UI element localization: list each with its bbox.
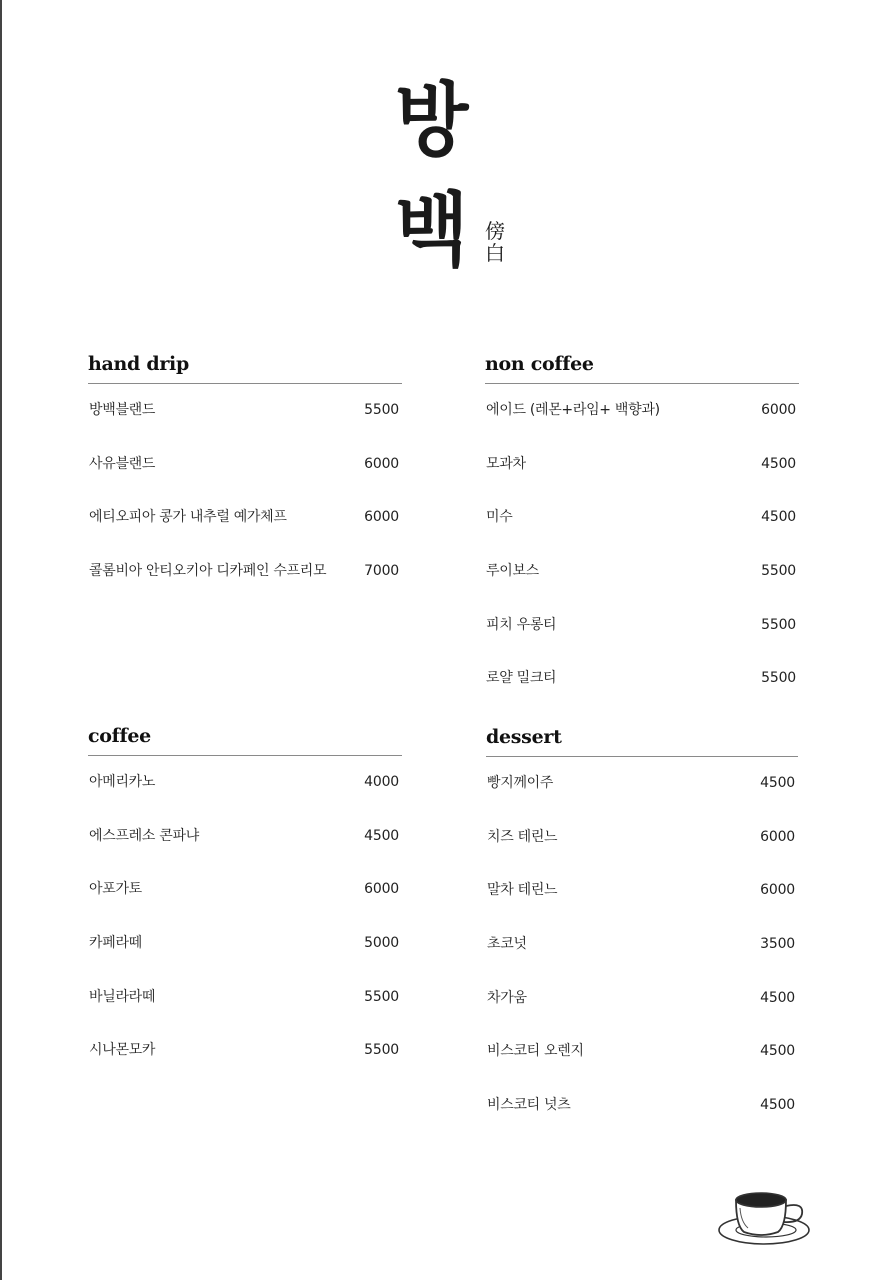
menu-item-name: 비스코티 오렌지 — [487, 1043, 584, 1060]
menu-list — [485, 400, 799, 722]
section-hand-drip — [88, 350, 402, 615]
page-border — [0, 0, 2, 1280]
menu-item-price: 5500 — [761, 670, 796, 687]
logo-hanja — [483, 220, 507, 264]
menu-item-price: 5500 — [364, 988, 399, 1005]
menu-item-price: 7000 — [364, 563, 399, 580]
coffee-cup-icon — [716, 1186, 816, 1248]
menu-item-name: 에티오피아 콩가 내추럴 예가체프 — [89, 509, 287, 526]
menu-item — [88, 826, 402, 880]
menu-item-price: 5000 — [364, 935, 399, 952]
menu-item-price: 5500 — [761, 616, 796, 633]
menu-item — [485, 507, 799, 561]
menu-item-price: 4500 — [761, 509, 796, 526]
menu-item — [88, 507, 402, 561]
menu-item-name: 바닐라라떼 — [89, 988, 156, 1005]
menu-item — [88, 879, 402, 933]
cafe-logo — [395, 73, 525, 280]
menu-item — [88, 454, 402, 508]
menu-item-price: 6000 — [761, 402, 796, 418]
menu-item — [486, 773, 798, 827]
menu-item-name: 방백블랜드 — [89, 402, 156, 418]
menu-item-name: 비스코티 넛츠 — [487, 1097, 571, 1114]
menu-item — [88, 933, 402, 987]
menu-item-price: 4000 — [364, 774, 399, 790]
menu-item — [486, 827, 798, 881]
menu-item-name: 미수 — [486, 509, 513, 526]
section-non-coffee — [485, 350, 799, 722]
menu-item — [88, 772, 402, 826]
menu-item-name: 시나몬모카 — [89, 1042, 156, 1059]
menu-item-name: 사유블랜드 — [89, 455, 156, 472]
menu-item-name: 치즈 테린느 — [487, 828, 558, 845]
menu-list — [486, 773, 798, 1149]
section-divider — [486, 756, 798, 757]
menu-item-price: 4500 — [760, 1043, 795, 1060]
menu-item-price: 5500 — [364, 1042, 399, 1059]
menu-item — [486, 934, 798, 988]
menu-item-price: 4500 — [761, 455, 796, 472]
section-divider — [88, 755, 402, 756]
menu-item-price: 5500 — [761, 563, 796, 580]
menu-item-price: 4500 — [364, 827, 399, 844]
menu-item-name: 로얄 밀크티 — [486, 670, 557, 687]
menu-item — [88, 987, 402, 1041]
menu-item-price: 4500 — [760, 989, 795, 1006]
menu-item — [486, 880, 798, 934]
menu-item-price: 6000 — [364, 509, 399, 526]
menu-item — [485, 668, 799, 722]
menu-item — [486, 988, 798, 1042]
menu-item — [88, 400, 402, 454]
menu-item — [88, 561, 402, 615]
menu-item-price: 5500 — [364, 402, 399, 418]
section-divider — [485, 383, 799, 384]
menu-item-name: 콜롬비아 안티오키아 디카페인 수프리모 — [89, 563, 327, 580]
menu-item-price: 6000 — [760, 828, 795, 845]
menu-item — [485, 561, 799, 615]
menu-item — [88, 1040, 402, 1094]
section-dessert — [486, 723, 798, 1149]
menu-item-name: 아포가토 — [89, 881, 142, 898]
menu-item-price: 6000 — [364, 881, 399, 898]
menu-item-name: 아메리카노 — [89, 774, 156, 790]
section-title: coffee — [88, 725, 151, 747]
section-coffee — [88, 722, 402, 1094]
section-title: hand drip — [88, 353, 189, 375]
menu-item-price: 6000 — [760, 882, 795, 899]
logo-hanja-2: 白 — [485, 241, 505, 265]
menu-item — [485, 615, 799, 669]
menu-item-name: 피치 우롱티 — [486, 616, 557, 633]
menu-item-name: 루이보스 — [486, 563, 539, 580]
menu-item-name: 모과차 — [486, 455, 526, 472]
menu-item — [485, 400, 799, 454]
logo-char-baek: 백 — [395, 183, 469, 277]
menu-item — [485, 454, 799, 508]
menu-item-name: 빵지께이주 — [487, 775, 554, 791]
logo-char-bang: 방 — [395, 73, 469, 167]
menu-item-name: 초코넛 — [487, 936, 527, 953]
menu-item — [486, 1041, 798, 1095]
menu-item-name: 차가움 — [487, 989, 527, 1006]
menu-item-name: 카페라떼 — [89, 935, 142, 952]
menu-item-name: 에스프레소 콘파냐 — [89, 827, 199, 844]
section-title: non coffee — [485, 353, 594, 375]
logo-hanja-1: 傍 — [485, 219, 505, 243]
menu-item-price: 6000 — [364, 455, 399, 472]
menu-list — [88, 772, 402, 1094]
menu-item-price: 4500 — [760, 1097, 795, 1114]
section-title: dessert — [486, 726, 562, 748]
menu-item-price: 3500 — [760, 936, 795, 953]
menu-item-price: 4500 — [760, 775, 795, 791]
section-divider — [88, 383, 402, 384]
menu-item-name: 에이드 (레몬+라임+ 백향과) — [486, 402, 660, 418]
menu-item-name: 말차 테린느 — [487, 882, 558, 899]
menu-list — [88, 400, 402, 615]
menu-item — [486, 1095, 798, 1149]
